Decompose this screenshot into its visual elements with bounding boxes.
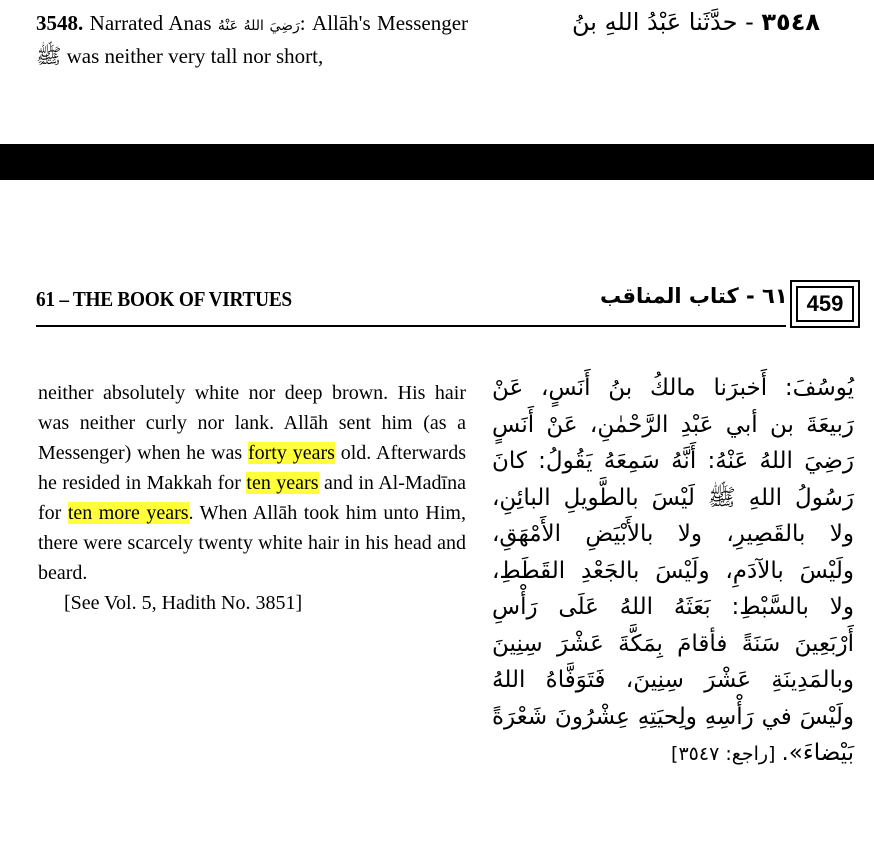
highlight-forty-years: forty years [247, 442, 335, 464]
english-text-part3: and in Al-Madīna for [38, 472, 466, 524]
book-title-english: 61 – THE BOOK OF VIRTUES [36, 287, 292, 311]
arabic-line: أَرْبَعِينَ سَنَةً فأقامَ بِمَكَّةَ عَشْرَ سِنِينَ [492, 630, 854, 657]
english-text-part1: neither absolutely white nor deep brown. His hair was neither curly nor lank. Allāh sent him (as a Messenger) when he was [38, 382, 466, 464]
honorific-arabic: رَضِيَ اللهُ عَنْهُ [217, 18, 300, 34]
book-title-arabic: ٦١ - كتاب المناقب [600, 284, 788, 308]
page-number-box [790, 280, 860, 328]
arabic-line: وبالمَدِينَةِ عَشْرَ سِنِينَ، فَتَوَفَّاهُ اللهُ [492, 667, 854, 693]
english-reference: [See Vol. 5, Hadith No. 3851] [64, 592, 303, 614]
arabic-last-line-and-reference [492, 735, 854, 773]
header-rule [36, 325, 786, 327]
page-separator-bar [0, 144, 874, 180]
arabic-line: ولا بالسَّبْطِ: بَعَثَهُ اللهُ عَلَى رَأْسِ [492, 594, 854, 620]
page-number: 459 [796, 286, 854, 322]
arabic-line: رَبيعَةَ بن أبي عَبْدِ الرَّحْمٰنِ، عَنْ أَنَسٍ [492, 411, 854, 438]
top-hadith-arabic [490, 6, 820, 38]
arabic-line: ولَيْسَ بالآدَمِ، ولَيْسَ بالجَعْدِ القَطَطِ، [492, 557, 854, 584]
arabic-line: رَضِيَ اللهُ عَنْهُ: أَنَّهُ سَمِعَهُ يَقُولُ: كانَ [492, 448, 854, 474]
english-text-part2: old. Afterwards he resided in Makkah for [38, 442, 467, 494]
arabic-hadith-number: ٣٥٤٨ [761, 8, 820, 36]
english-text-body [38, 378, 466, 618]
top-text-line1: : Allāh's [299, 11, 371, 35]
hadith-number: 3548. [36, 11, 84, 35]
top-text-line2: Messenger ﷺ was neither very tall nor short, [36, 11, 469, 68]
highlight-ten-years: ten years [246, 472, 319, 494]
highlight-ten-more-years: ten more years [67, 502, 189, 524]
arabic-line: رَسُولُ اللهِ ﷺ لَيْسَ بالطَّويلِ البائِنِ، [492, 484, 854, 511]
arabic-text-body [492, 370, 854, 773]
arabic-reference: [راجع: ٣٥٤٧] [671, 743, 776, 765]
top-hadith-english [36, 8, 468, 71]
arabic-line: ولَيْسَ في رَأْسِهِ ولِحيَتِهِ عِشْرُونَ شَعْرَةً [492, 703, 854, 730]
arabic-top-text: - حدَّثَنا عَبْدُ اللهِ بنُ [572, 8, 754, 36]
arabic-line: ولا بالقَصِيرِ، ولا بالأَبْيَضِ الأَمْهَقِ، [492, 521, 854, 547]
arabic-line: يُوسُفَ: أَخبرَنا مالكُ بنُ أَنَسٍ، عَنْ [492, 375, 854, 401]
english-text-part4: . When Allāh took him unto Him, there were scarcely twenty white hair in his head and beard. [38, 502, 466, 584]
narrator-text: Narrated Anas [89, 11, 212, 35]
arabic-last-line: بَيْضاءَ». [781, 740, 854, 766]
